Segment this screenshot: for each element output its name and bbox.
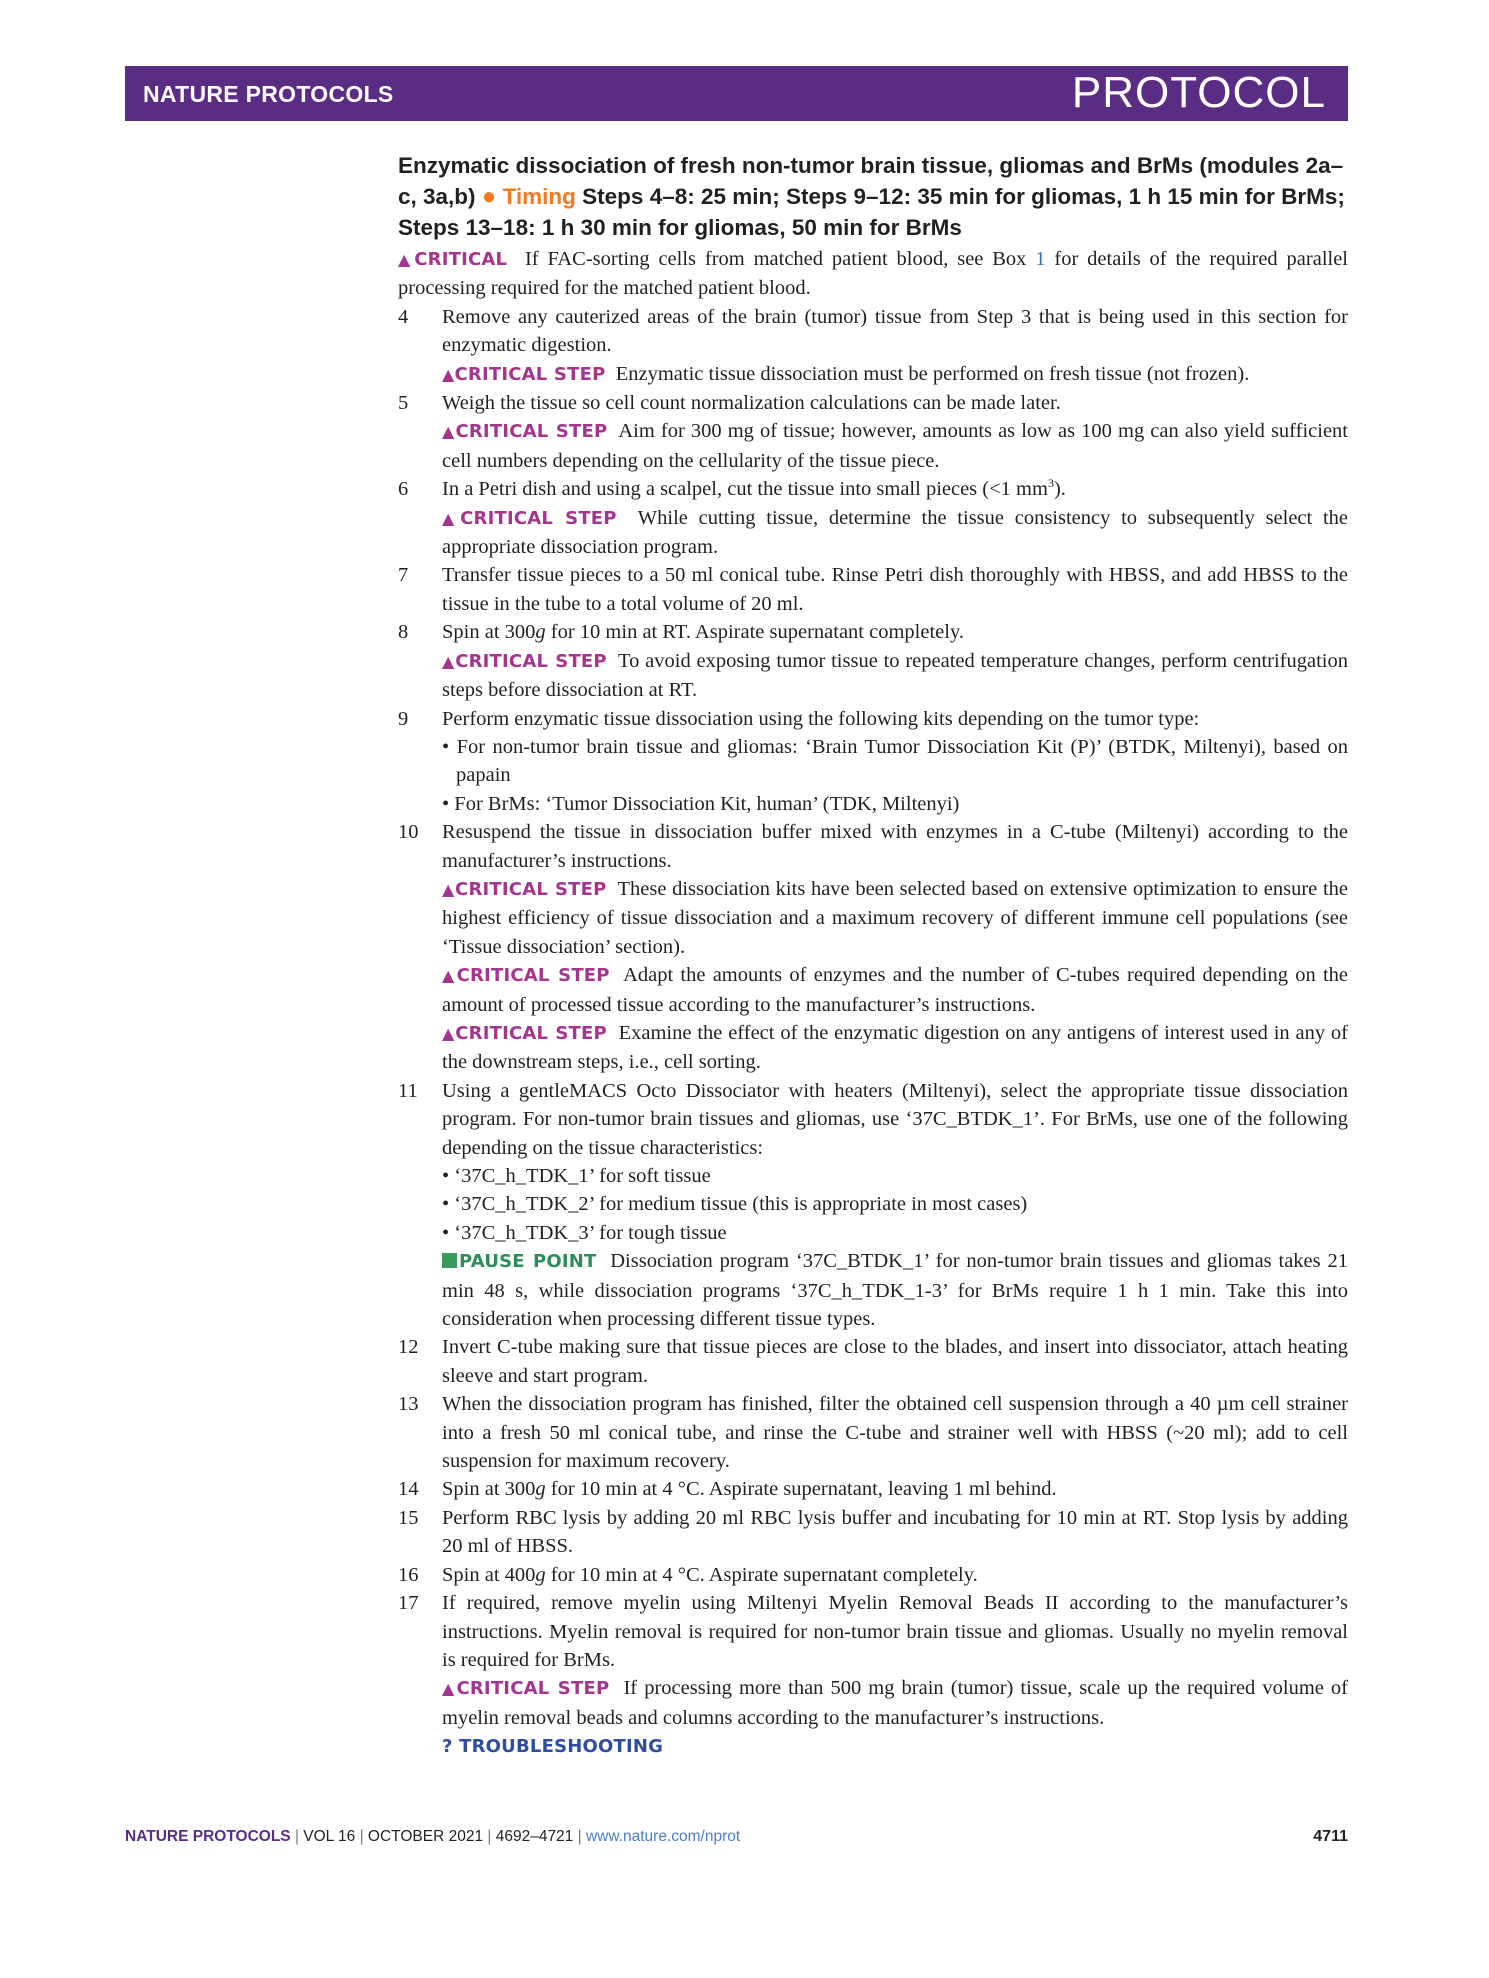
section-heading [398, 150, 1348, 243]
critical-step-note: ▲CRITICAL STEP Enzymatic tissue dissociation must be performed on fresh tissue (not frozen). [442, 362, 1250, 385]
section-title: Enzymatic dissociation of fresh non-tumor brain tissue, gliomas and BrMs (modules 2a–c, 3a,b) [398, 153, 1344, 209]
journal-name: NATURE PROTOCOLS [143, 81, 394, 107]
step-10 [398, 818, 1348, 1077]
critical-step-note: ▲CRITICAL STEP Aim for 300 mg of tissue; however, amounts as low as 100 mg can also yield sufficient cell numbers depending on the cellularity of the tissue piece. [442, 420, 1348, 472]
article-type: PROTOCOL [1071, 68, 1326, 117]
step-number: 7 [398, 564, 409, 587]
pause-square-icon [442, 1253, 457, 1268]
step-number: 13 [398, 1393, 419, 1416]
intro-critical-note: ▲CRITICAL If FAC-sorting cells from matched patient blood, see Box 1 for details of the required parallel processing required for the matched patient blood. [398, 248, 1349, 300]
critical-step-note: ▲CRITICAL STEP Examine the effect of the enzymatic digestion on any antigens of interest used in any of the downstream steps, i.e., cell sorting. [442, 1021, 1349, 1074]
step-text: If required, remove myelin using Miltenyi Myelin Removal Beads II according to the manufacturer’s instructions. Myelin removal is required for non-tumor brain tissue and gliomas. Usually no myelin removal is required for BrMs. [442, 1592, 1348, 1671]
step-number: 14 [398, 1478, 419, 1501]
step-text: When the dissociation program has finished, filter the obtained cell suspension through a 40 µm cell strainer into a fresh 50 ml conical tube, and rinse the C-tube and strainer well with HBSS (~20 ml); add to cell suspension for maximum recovery. [442, 1393, 1348, 1473]
step-8 [398, 618, 1348, 704]
timing-text: Steps 4–8: 25 min; Steps 9–12: 35 min for gliomas, 1 h 15 min for BrMs; Steps 13–18: 1 h 30 min for gliomas, 50 min for BrMs [398, 184, 1345, 240]
step-number: 4 [398, 305, 409, 328]
main-content [398, 150, 1348, 1762]
pause-point-note: PAUSE POINT Dissociation program ‘37C_BTDK_1’ for non-tumor brain tissues and gliomas takes 21 min 48 s, while dissociation programs ‘37C_h_TDK_1-3’ for BrMs require 1 h 1 min. Take this into consideration when processing different tissue types. [442, 1250, 1348, 1331]
page-footer: NATURE PROTOCOLS | VOL 16 | OCTOBER 2021 | 4692–4721 | www.nature.com/nprot 4711 [125, 1828, 1348, 1845]
step-15 [398, 1504, 1348, 1561]
step-number: 9 [398, 707, 409, 730]
warning-triangle-icon: ▲ [442, 879, 456, 899]
step-17 [398, 1589, 1348, 1761]
footer-journal: NATURE PROTOCOLS [125, 1828, 291, 1845]
step-text: Transfer tissue pieces to a 50 ml conical tube. Rinse Petri dish thoroughly with HBSS, and add HBSS to the tissue in the tube to a total volume of 20 ml. [442, 564, 1348, 615]
step-number: 6 [398, 478, 409, 501]
step-text: Perform enzymatic tissue dissociation using the following kits depending on the tumor type: [442, 707, 1200, 730]
critical-step-note: ▲CRITICAL STEP These dissociation kits have been selected based on extensive optimization to ensure the highest efficiency of tissue dissociation and a maximum recovery of different immune cell populations (see ‘Tissue dissociation’ section). [442, 877, 1348, 958]
warning-triangle-icon: ▲ [442, 422, 456, 442]
step-number: 15 [398, 1506, 419, 1529]
step-text: Using a gentleMACS Octo Dissociator with heaters (Miltenyi), select the appropriate tissue dissociation program. For non-tumor brain tissues and gliomas, use ‘37C_BTDK_1’. For BrMs, use one of the following depending on the tissue characteristics: [442, 1079, 1348, 1159]
step-number: 8 [398, 621, 409, 644]
footer-url-link[interactable]: www.nature.com/nprot [585, 1828, 741, 1845]
step-number: 16 [398, 1563, 419, 1586]
step-16 [398, 1561, 1348, 1589]
journal-header-bar [125, 66, 1348, 121]
step-13 [398, 1390, 1348, 1475]
warning-triangle-icon: ▲ [442, 1023, 456, 1043]
troubleshooting-link[interactable]: ? TROUBLESHOOTING [442, 1736, 664, 1758]
step-number: 11 [398, 1079, 418, 1102]
step-text: Remove any cauterized areas of the brain (tumor) tissue from Step 3 that is being used in this section for enzymatic digestion. [442, 305, 1348, 357]
step-4 [398, 303, 1348, 389]
list-item: • ‘37C_h_TDK_2’ for medium tissue (this is appropriate in most cases) [442, 1193, 1028, 1216]
step-5 [398, 389, 1348, 475]
question-mark-icon: ? [442, 1736, 453, 1758]
warning-triangle-icon: ▲ [442, 508, 461, 528]
step-6 [398, 475, 1348, 561]
timing-label: Timing [502, 184, 576, 209]
step-number: 10 [398, 821, 419, 844]
step-7 [398, 561, 1348, 618]
step-text: Weigh the tissue so cell count normalization calculations can be made later. [442, 392, 1061, 415]
warning-triangle-icon: ▲ [442, 651, 456, 671]
critical-step-note: ▲CRITICAL STEP If processing more than 500 mg brain (tumor) tissue, scale up the required volume of myelin removal beads and columns according to the manufacturer’s instructions. [442, 1677, 1349, 1729]
step-text: In a Petri dish and using a scalpel, cut the tissue into small pieces (<1 $mm^3$). [442, 476, 1066, 501]
step-number: 17 [398, 1592, 419, 1615]
step-text: Spin at 400g for 10 min at 4 °C. Aspirate supernatant completely. [442, 1563, 978, 1586]
step-9 [398, 705, 1348, 819]
critical-step-note: ▲CRITICAL STEP While cutting tissue, determine the tissue consistency to subsequently select the appropriate dissociation program. [442, 506, 1349, 559]
page-number: 4711 [1313, 1828, 1348, 1845]
step-text: Spin at 300g for 10 min at RT. Aspirate supernatant completely. [442, 621, 964, 644]
list-item: • ‘37C_h_TDK_3’ for tough tissue [442, 1221, 727, 1244]
footer-date: OCTOBER 2021 [367, 1828, 484, 1845]
step-number: 5 [398, 392, 409, 415]
warning-triangle-icon: ▲ [398, 250, 415, 269]
list-item: • For BrMs: ‘Tumor Dissociation Kit, human’ (TDK, Miltenyi) [442, 792, 960, 815]
box-link[interactable]: 1 [1035, 248, 1046, 270]
step-14 [398, 1475, 1348, 1503]
warning-triangle-icon: ▲ [442, 364, 455, 384]
warning-triangle-icon: ▲ [442, 1679, 457, 1699]
step-text: Spin at 300g for 10 min at 4 °C. Aspirate supernatant, leaving 1 ml behind. [442, 1478, 1057, 1501]
critical-step-note: ▲CRITICAL STEP To avoid exposing tumor tissue to repeated temperature changes, perform centrifugation steps before dissociation at RT. [442, 649, 1348, 702]
step-12 [398, 1333, 1348, 1390]
footer-pages: 4692–4721 [495, 1828, 574, 1845]
step-text: Resuspend the tissue in dissociation buffer mixed with enzymes in a C-tube (Miltenyi) according to the manufacturer’s instructions. [442, 821, 1348, 872]
warning-triangle-icon: ▲ [442, 966, 457, 986]
list-item: • ‘37C_h_TDK_1’ for soft tissue [442, 1165, 711, 1187]
step-11 [398, 1077, 1348, 1334]
timing-dot-icon: ● [481, 183, 497, 210]
list-item: • For non-tumor brain tissue and gliomas: ‘Brain Tumor Dissociation Kit (P)’ (BTDK, Miltenyi), based on papain [442, 735, 1348, 787]
step-number: 12 [398, 1336, 419, 1359]
step-text: Perform RBC lysis by adding 20 ml RBC lysis buffer and incubating for 10 min at RT. Stop lysis by adding 20 ml of HBSS. [442, 1506, 1348, 1558]
critical-label: ▲CRITICAL [398, 249, 508, 270]
critical-step-note: ▲CRITICAL STEP Adapt the amounts of enzymes and the number of C-tubes required depending on the amount of processed tissue according to the manufacturer’s instructions. [442, 964, 1348, 1016]
footer-volume: VOL 16 [303, 1828, 356, 1845]
step-text: Invert C-tube making sure that tissue pieces are close to the blades, and insert into dissociator, attach heating sleeve and start program. [442, 1336, 1348, 1387]
